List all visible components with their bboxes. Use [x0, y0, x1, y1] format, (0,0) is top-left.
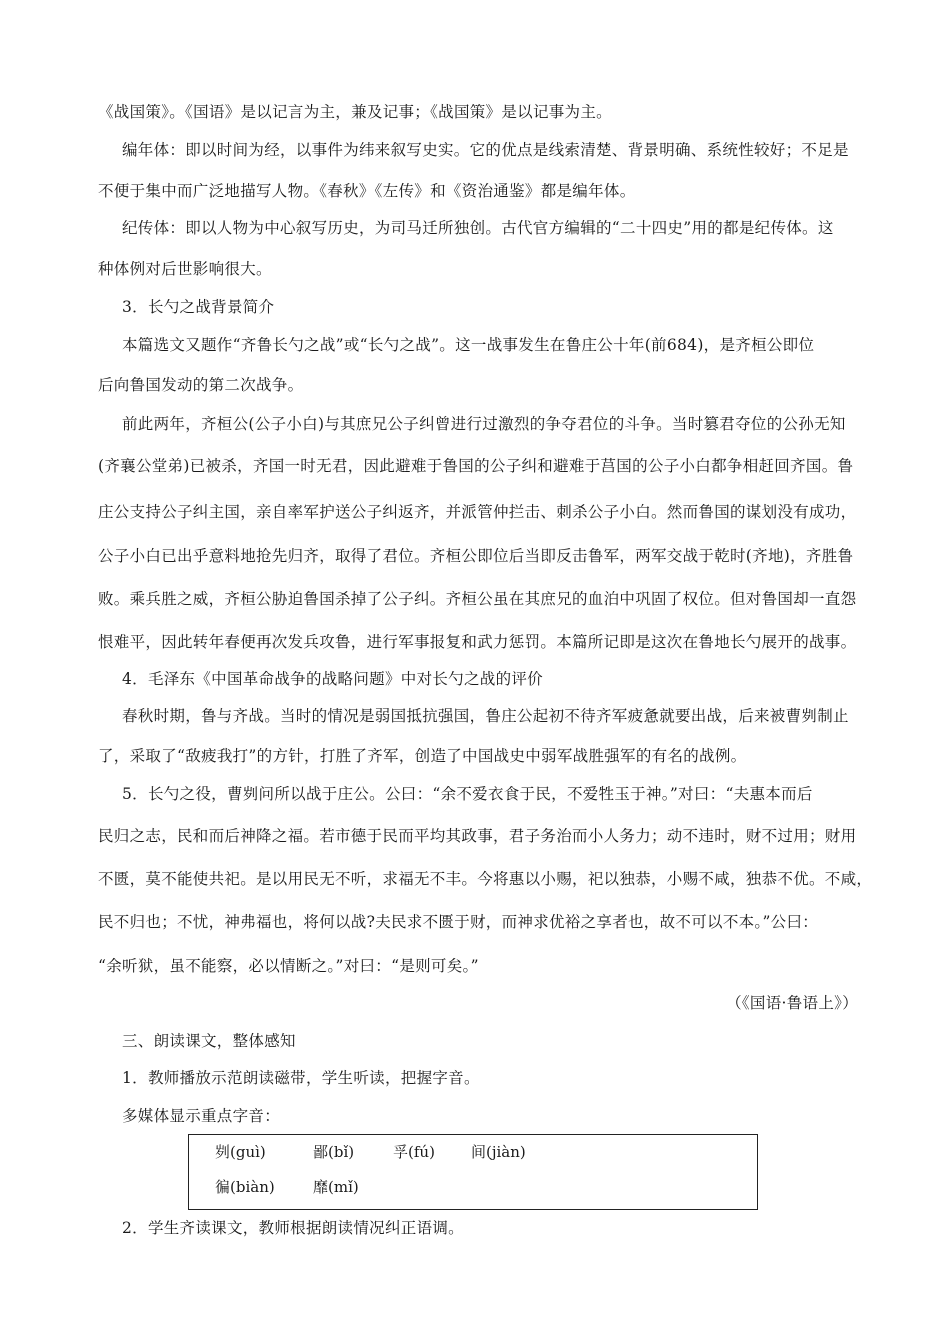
- paragraph-line: 编年体：即以时间为经，以事件为纬来叙写史实。它的优点是线索清楚、背景明确、系统性较好；不足是: [122, 141, 849, 159]
- pronunciation-item: 刿(guì): [215, 1143, 266, 1161]
- paragraph-line: 种体例对后世影响很大。: [98, 260, 272, 278]
- paragraph-line: (齐襄公堂弟)已被杀，齐国一时无君，因此避难于鲁国的公子纠和避难于莒国的公子小白都争相赶回齐国。鲁: [98, 457, 854, 475]
- section-heading: 三、朗读课文，整体感知: [122, 1032, 296, 1050]
- paragraph-line: 民归之志，民和而后神降之福。若市德于民而平均其政事，君子务治而小人务力；动不违时，财不过用；财用: [98, 827, 857, 845]
- paragraph-line: 纪传体：即以人物为中心叙写历史，为司马迁所独创。古代官方编辑的“二十四史”用的都是纪传体。这: [122, 219, 834, 237]
- paragraph-line: 5．长勺之役，曹刿问所以战于庄公。公曰：“余不爱衣食于民，不爱牲玉于神。”对曰：“夫惠本而后: [122, 785, 813, 803]
- paragraph-line: 《战国策》。《国语》是以记言为主，兼及记事；《战国策》是以记事为主。: [98, 103, 612, 121]
- pronunciation-item: 鄙(bǐ): [313, 1143, 355, 1161]
- paragraph-line: 多媒体显示重点字音：: [122, 1107, 281, 1125]
- paragraph-line: 1．教师播放示范朗读磁带，学生听读，把握字音。: [122, 1069, 480, 1087]
- paragraph-line: 庄公支持公子纠主国，亲自率军护送公子纠返齐，并派管仲拦击、刺杀公子小白。然而鲁国的谋划没有成功，: [98, 503, 857, 521]
- paragraph-line: 2．学生齐读课文，教师根据朗读情况纠正语调。: [122, 1219, 464, 1237]
- paragraph-line: 不匮，莫不能使共祀。是以用民无不听，求福无不丰。今将惠以小赐，祀以独恭，小赐不咸，独恭不优。不咸，: [98, 870, 873, 888]
- paragraph-line: 本篇选文又题作“齐鲁长勺之战”或“长勺之战”。这一战事发生在鲁庄公十年(前684)，是齐桓公即位: [122, 336, 815, 354]
- paragraph-line: 后向鲁国发动的第二次战争。: [98, 376, 304, 394]
- paragraph-line: 公子小白已出乎意料地抢先归齐，取得了君位。齐桓公即位后当即反击鲁军，两军交战于乾时(齐地)，齐胜鲁: [98, 547, 854, 565]
- paragraph-line: 民不归也；不忧，神弗福也，将何以战?夫民求不匮于财，而神求优裕之享者也，故不可以不本。”公曰：: [98, 913, 819, 931]
- paragraph-line: 春秋时期，鲁与齐战。当时的情况是弱国抵抗强国，鲁庄公起初不待齐军疲惫就要出战，后来被曹刿制止: [122, 707, 849, 725]
- paragraph-line: 恨难平，因此转年春便再次发兵攻鲁，进行军事报复和武力惩罚。本篇所记即是这次在鲁地长勺展开的战事。: [98, 633, 857, 651]
- section-heading: 3．长勺之战背景简介: [122, 298, 275, 316]
- pronunciation-item: 徧(biàn): [215, 1178, 275, 1196]
- paragraph-line: 不便于集中而广泛地描写人物。《春秋》《左传》和《资治通鉴》都是编年体。: [98, 182, 636, 200]
- paragraph-line: 前此两年，齐桓公(公子小白)与其庶兄公子纠曾进行过激烈的争夺君位的斗争。当时篡君夺位的公孙无知: [122, 415, 846, 433]
- citation: （《国语·鲁语上》）: [726, 994, 858, 1012]
- pronunciation-item: 间(jiàn): [471, 1143, 526, 1161]
- pronunciation-box: [188, 1134, 758, 1210]
- pronunciation-item: 孚(fú): [393, 1143, 435, 1161]
- paragraph-line: 了，采取了“敌疲我打”的方针，打胜了齐军，创造了中国战史中弱军战胜强军的有名的战例。: [98, 747, 747, 765]
- pronunciation-item: 靡(mǐ): [313, 1178, 359, 1196]
- section-heading: 4．毛泽东《中国革命战争的战略问题》中对长勺之战的评价: [122, 670, 543, 688]
- paragraph-line: 败。乘兵胜之威，齐桓公胁迫鲁国杀掉了公子纠。齐桓公虽在其庶兄的血泊中巩固了权位。但对鲁国却一直怨: [98, 590, 857, 608]
- paragraph-line: “余听狱，虽不能察，必以情断之。”对曰：“是则可矣。”: [98, 957, 479, 975]
